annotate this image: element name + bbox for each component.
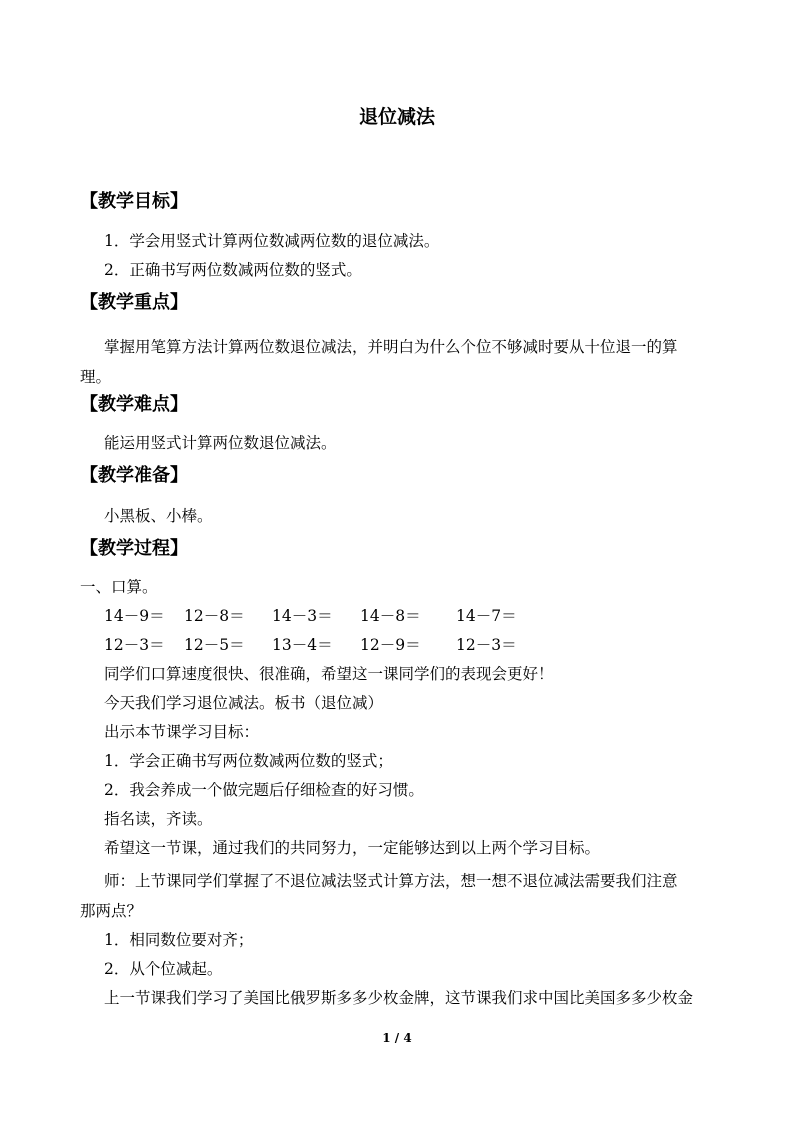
process-heading: 【教学过程】 [80,538,188,559]
calc-item: 14－9＝ [104,607,165,625]
page-title: 退位减法 [358,106,435,128]
process-line-3: 出示本节课学习目标： [104,723,260,741]
process-line-6: 指名读，齐读。 [104,810,213,828]
process-line-5: 2．我会养成一个做完题后仔细检查的好习惯。 [104,781,424,799]
preparation-text: 小黑板、小棒。 [104,507,213,525]
calc-item: 12－3＝ [104,636,165,654]
teacher-question: 师：上节课同学们掌握了不退位减法竖式计算方法，想一想不退位减法需要我们注意那两点？ [80,872,678,920]
calc-item: 14－3＝ [272,607,333,625]
calc-item: 12－9＝ [360,636,421,654]
calc-row-2 [104,634,554,656]
process-line-4: 1．学会正确书写两位数减两位数的竖式； [104,752,393,770]
calc-item: 14－8＝ [360,607,421,625]
calc-row-1 [104,605,554,627]
key-points-heading: 【教学重点】 [80,292,188,313]
calc-item: 12－5＝ [184,636,245,654]
point-item-2: 2．从个位减起。 [104,960,223,978]
calc-item: 12－8＝ [184,607,245,625]
goal-item-2: 2．正确书写两位数减两位数的竖式。 [104,261,362,279]
key-points-text: 掌握用笔算方法计算两位数退位减法，并明白为什么个位不够减时要从十位退一的算理。 [80,338,678,386]
preparation-heading: 【教学准备】 [80,465,188,486]
process-line-2: 今天我们学习退位减法。板书（退位减） [104,694,384,712]
process-line-7: 希望这一节课，通过我们的共同努力，一定能够达到以上两个学习目标。 [104,839,601,857]
goal-item-1: 1．学会用竖式计算两位数减两位数的退位减法。 [104,232,440,250]
page-number: 1 / 4 [382,1031,412,1045]
goals-heading: 【教学目标】 [80,191,188,212]
calc-item: 13－4＝ [272,636,333,654]
process-step-1: 一、口算。 [80,578,158,596]
point-item-1: 1．相同数位要对齐； [104,931,254,949]
calc-item: 14－7＝ [456,607,517,625]
process-line-1: 同学们口算速度很快、很准确，希望这一课同学们的表现会更好！ [104,665,554,683]
difficulties-heading: 【教学难点】 [80,394,188,415]
process-last-line: 上一节课我们学习了美国比俄罗斯多多少枚金牌，这节课我们求中国比美国多多少枚金 [104,989,694,1007]
calc-item: 12－3＝ [456,636,517,654]
difficulties-text: 能运用竖式计算两位数退位减法。 [104,434,337,452]
